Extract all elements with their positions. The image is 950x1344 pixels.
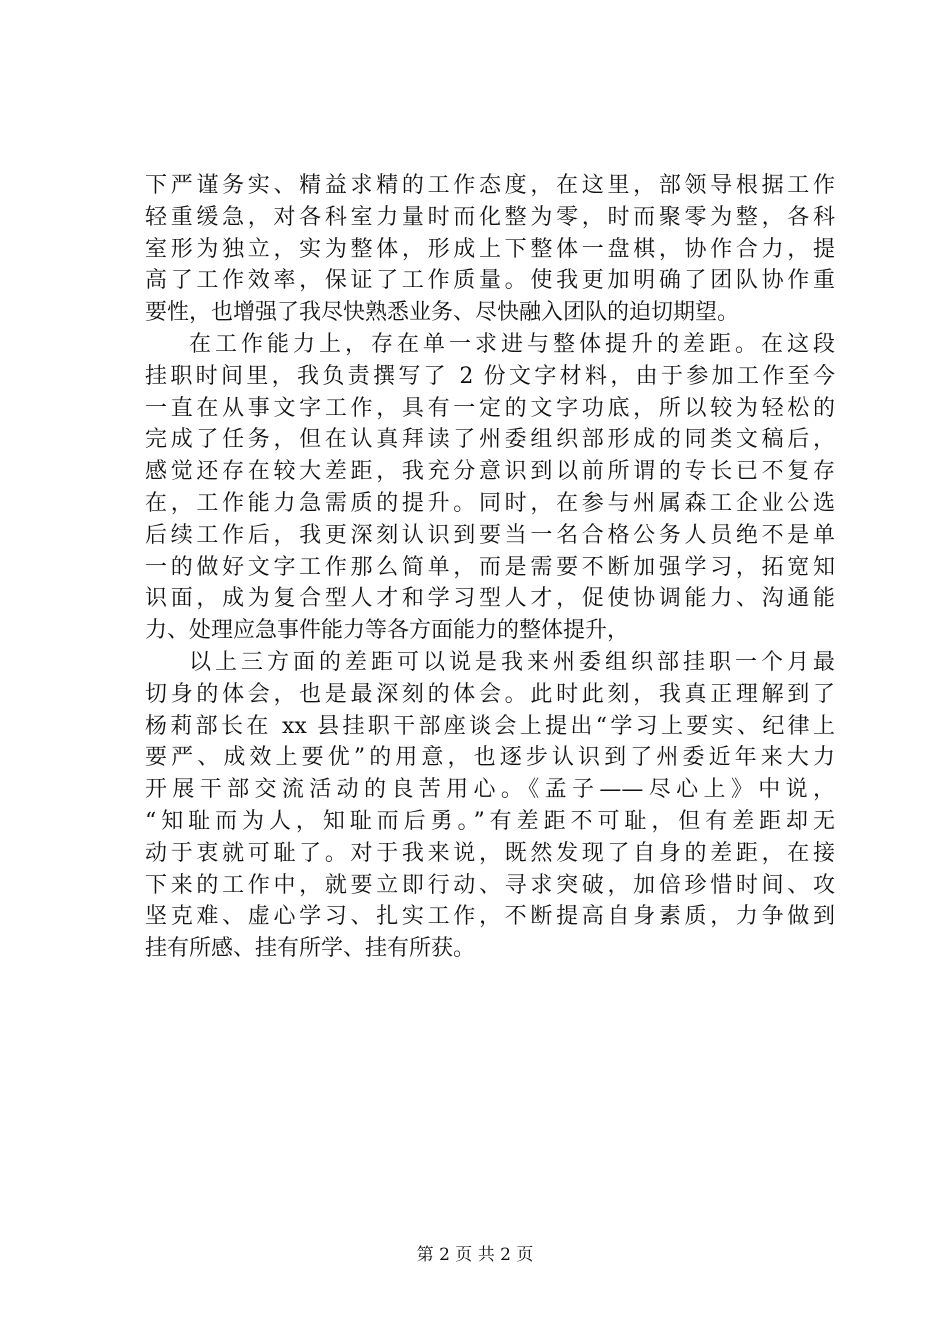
paragraph-line: 感觉还存在较大差距，我充分意识到以前所谓的专长已不复存 bbox=[145, 459, 835, 485]
document-body bbox=[145, 170, 835, 965]
paragraph-line: “知耻而为人，知耻而后勇。”有差距不可耻，但有差距却无 bbox=[145, 808, 835, 834]
paragraph-line: 力、处理应急事件能力等各方面能力的整体提升， bbox=[145, 618, 630, 644]
paragraph-line: 挂有所感、挂有所学、挂有所获。 bbox=[145, 936, 476, 962]
paragraph-line: 要性，也增强了我尽快熟悉业务、尽快融入团队的迫切期望。 bbox=[145, 300, 740, 326]
paragraph bbox=[145, 329, 835, 647]
paragraph-line: 下来的工作中，就要立即行动、寻求突破，加倍珍惜时间、攻 bbox=[145, 872, 835, 898]
paragraph-line: 开展干部交流活动的良苦用心。《孟子——尽心上》中说， bbox=[145, 777, 835, 803]
paragraph-line: 一直在从事文字工作，具有一定的文字功底，所以较为轻松的 bbox=[145, 395, 835, 421]
page-footer: 第 2 页 共 2 页 bbox=[416, 1245, 534, 1265]
paragraph-line: 在工作能力上，存在单一求进与整体提升的差距。在这段 bbox=[189, 331, 835, 357]
paragraph-line: 挂职时间里，我负责撰写了 2 份文字材料，由于参加工作至今 bbox=[145, 363, 835, 389]
paragraph-line: 以上三方面的差距可以说是我来州委组织部挂职一个月最 bbox=[189, 649, 835, 675]
paragraph-line: 要严、成效上要优”的用意，也逐步认识到了州委近年来大力 bbox=[145, 745, 835, 771]
paragraph bbox=[145, 647, 835, 965]
paragraph-line: 高了工作效率，保证了工作质量。使我更加明确了团队协作重 bbox=[145, 268, 835, 294]
paragraph-line: 下严谨务实、精益求精的工作态度，在这里，部领导根据工作 bbox=[145, 173, 835, 198]
paragraph-line: 一的做好文字工作那么简单，而是需要不断加强学习，拓宽知 bbox=[145, 554, 835, 580]
paragraph-line: 杨莉部长在 xx 县挂职干部座谈会上提出“学习上要实、纪律上 bbox=[145, 713, 835, 739]
paragraph-line: 识面，成为复合型人才和学习型人才，促使协调能力、沟通能 bbox=[145, 586, 835, 612]
paragraph bbox=[145, 170, 835, 329]
paragraph-line: 坚克难、虚心学习、扎实工作，不断提高自身素质，力争做到 bbox=[145, 904, 835, 930]
paragraph-line: 在，工作能力急需质的提升。同时，在参与州属森工企业公选 bbox=[145, 490, 835, 516]
paragraph-line: 室形为独立，实为整体，形成上下整体一盘棋，协作合力，提 bbox=[145, 236, 835, 262]
paragraph-line: 轻重缓急，对各科室力量时而化整为零，时而聚零为整，各科 bbox=[145, 204, 835, 230]
paragraph-line: 动于衷就可耻了。对于我来说，既然发现了自身的差距，在接 bbox=[145, 840, 835, 866]
paragraph-line: 完成了任务，但在认真拜读了州委组织部形成的同类文稿后， bbox=[145, 427, 835, 453]
paragraph-line: 后续工作后，我更深刻认识到要当一名合格公务人员绝不是单 bbox=[145, 522, 835, 548]
paragraph-line: 切身的体会，也是最深刻的体会。此时此刻，我真正理解到了 bbox=[145, 681, 835, 707]
